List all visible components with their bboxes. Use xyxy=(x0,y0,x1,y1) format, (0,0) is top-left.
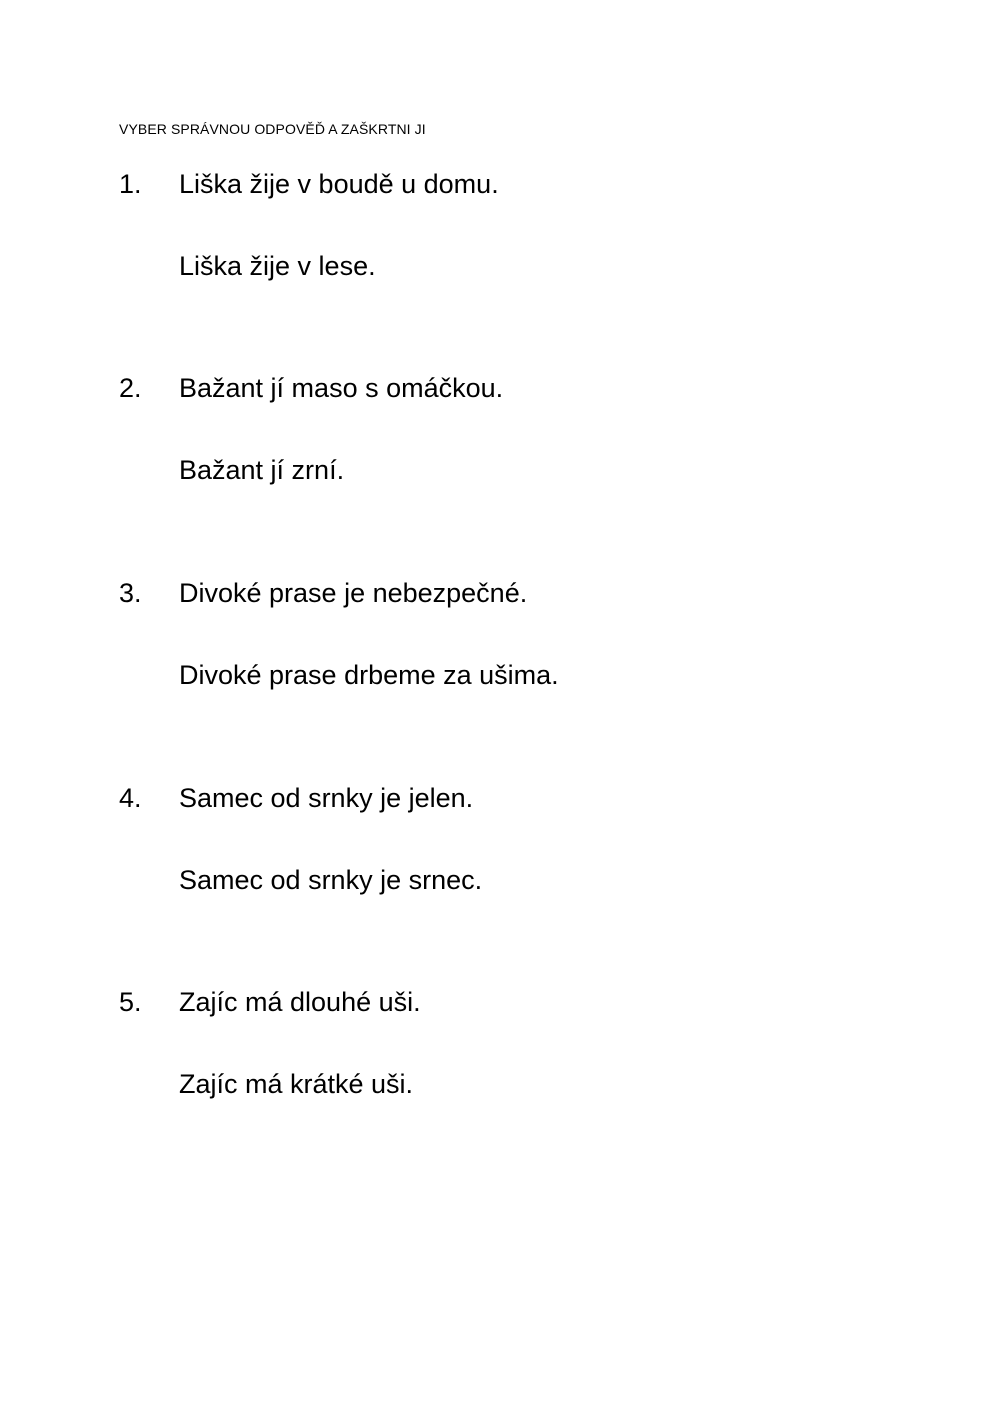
question-number: 4. xyxy=(119,783,142,813)
answer-text: Divoké prase je nebezpečné. xyxy=(179,578,528,608)
answer-text: Bažant jí zrní. xyxy=(179,455,345,485)
answer-option[interactable] xyxy=(119,575,919,611)
answer-option[interactable] xyxy=(119,984,919,1020)
question-1 xyxy=(119,166,919,284)
answer-option[interactable] xyxy=(119,370,919,406)
question-number: 2. xyxy=(119,373,142,403)
answer-option[interactable] xyxy=(119,1066,919,1102)
question-number: 1. xyxy=(119,169,142,199)
question-2 xyxy=(119,370,919,488)
answer-text: Liška žije v boudě u domu. xyxy=(179,169,499,199)
question-4 xyxy=(119,780,919,898)
answer-text: Zajíc má dlouhé uši. xyxy=(179,987,421,1017)
question-3 xyxy=(119,575,919,693)
answer-option[interactable] xyxy=(119,248,919,284)
answer-option[interactable] xyxy=(119,862,919,898)
answer-text: Liška žije v lese. xyxy=(179,251,376,281)
answer-text: Samec od srnky je jelen. xyxy=(179,783,474,813)
question-number: 3. xyxy=(119,578,142,608)
answer-option[interactable] xyxy=(119,452,919,488)
answer-option[interactable] xyxy=(119,166,919,202)
question-5 xyxy=(119,984,919,1102)
instruction-text: VYBER SPRÁVNOU ODPOVĚĎ A ZAŠKRTNI JI xyxy=(119,121,426,137)
answer-text: Zajíc má krátké uši. xyxy=(179,1069,414,1099)
answer-text: Bažant jí maso s omáčkou. xyxy=(179,373,504,403)
question-number: 5. xyxy=(119,987,142,1017)
answer-option[interactable] xyxy=(119,657,919,693)
answer-text: Divoké prase drbeme za ušima. xyxy=(179,660,559,690)
answer-text: Samec od srnky je srnec. xyxy=(179,865,483,895)
answer-option[interactable] xyxy=(119,780,919,816)
